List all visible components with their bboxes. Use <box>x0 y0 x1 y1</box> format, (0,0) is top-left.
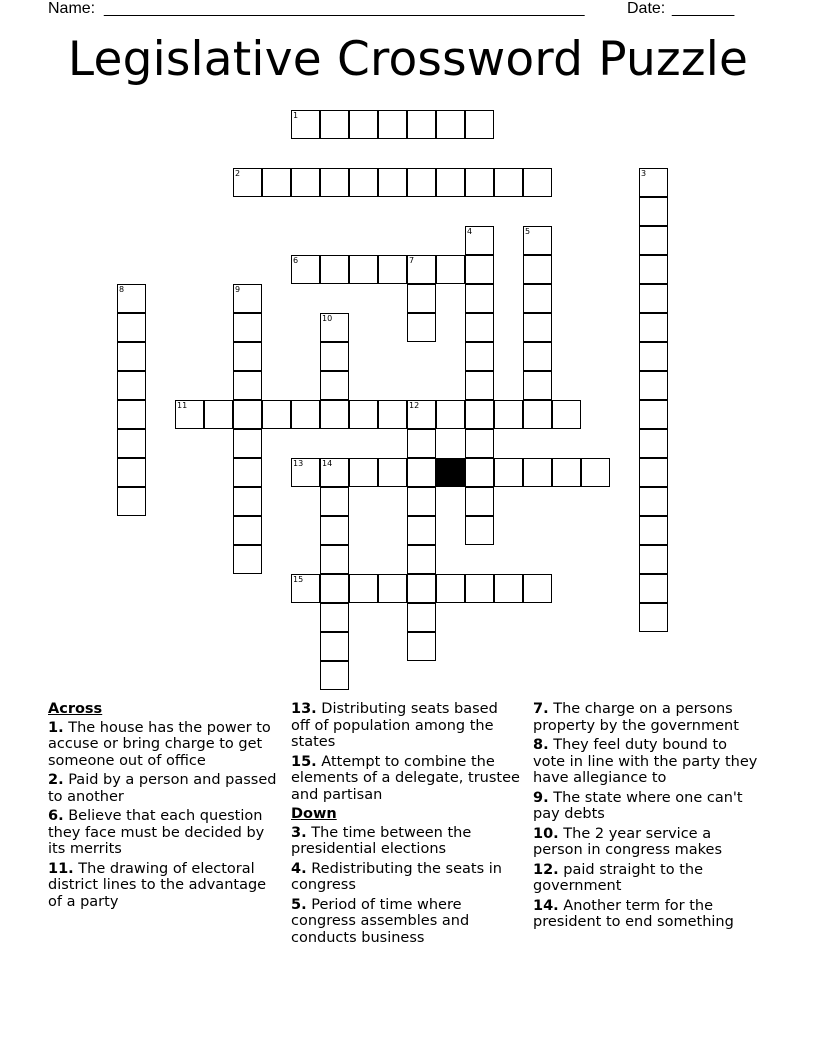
grid-cell[interactable] <box>407 516 436 545</box>
down-clue <box>533 701 763 734</box>
grid-cell[interactable] <box>523 313 552 342</box>
clue-number: 10 <box>322 314 333 323</box>
grid-cell[interactable] <box>523 458 552 487</box>
grid-cell[interactable] <box>523 168 552 197</box>
grid-cell[interactable] <box>639 487 668 516</box>
clue-text: Attempt to combine the elements of a delegate, trustee and partisan <box>291 753 520 803</box>
down-clue <box>291 861 521 894</box>
grid-cell[interactable] <box>407 429 436 458</box>
grid-cell[interactable] <box>465 110 494 139</box>
clue-number: 4 <box>467 227 473 236</box>
grid-cell[interactable] <box>233 168 262 197</box>
grid-cell[interactable] <box>523 574 552 603</box>
down-clue <box>533 790 763 823</box>
grid-cell[interactable] <box>407 284 436 313</box>
grid-cell[interactable] <box>407 545 436 574</box>
grid-cell[interactable] <box>320 313 349 342</box>
clue-number: 9 <box>235 285 241 294</box>
clue-text: Another term for the president to end something <box>533 897 734 930</box>
grid-cell[interactable] <box>233 313 262 342</box>
grid-cell[interactable] <box>233 545 262 574</box>
grid-cell[interactable] <box>117 342 146 371</box>
page-title: Legislative Crossword Puzzle <box>67 32 749 87</box>
grid-cell[interactable] <box>175 400 204 429</box>
clue-number-label: 5. <box>291 896 307 913</box>
clue-text: The time between the presidential elections <box>291 824 472 857</box>
clue-number-label: 14. <box>533 897 559 914</box>
grid-cell[interactable] <box>436 168 465 197</box>
clue-number-label: 15. <box>291 753 317 770</box>
grid-cell[interactable] <box>639 342 668 371</box>
grid-cell[interactable] <box>378 255 407 284</box>
grid-cell[interactable] <box>320 661 349 690</box>
across-clue <box>48 808 278 858</box>
grid-cell[interactable] <box>320 110 349 139</box>
grid-cell[interactable] <box>639 400 668 429</box>
clue-number: 12 <box>409 401 420 410</box>
clue-number-label: 4. <box>291 860 307 877</box>
grid-cell[interactable] <box>407 574 436 603</box>
clue-text: Period of time where congress assembles and conducts business <box>291 896 470 946</box>
grid-cell[interactable] <box>639 603 668 632</box>
clue-number: 3 <box>641 169 647 178</box>
grid-cell[interactable] <box>494 400 523 429</box>
grid-cell[interactable] <box>349 458 378 487</box>
grid-cell[interactable] <box>465 516 494 545</box>
grid-cell[interactable] <box>233 429 262 458</box>
grid-cell[interactable] <box>639 168 668 197</box>
grid-cell[interactable] <box>407 110 436 139</box>
grid-cell[interactable] <box>639 255 668 284</box>
grid-cell[interactable] <box>465 255 494 284</box>
clue-number-label: 8. <box>533 737 549 753</box>
grid-cell[interactable] <box>320 168 349 197</box>
grid-cell[interactable] <box>494 168 523 197</box>
clue-text: The state where one can't pay debts <box>533 789 743 822</box>
grid-cell[interactable] <box>320 574 349 603</box>
down-clue <box>533 737 763 787</box>
grid-cell[interactable] <box>233 342 262 371</box>
grid-cell[interactable] <box>320 255 349 284</box>
grid-cell[interactable] <box>465 313 494 342</box>
grid-cell[interactable] <box>378 574 407 603</box>
grid-cell[interactable] <box>465 487 494 516</box>
grid-cell[interactable] <box>320 632 349 661</box>
grid-cell[interactable] <box>262 168 291 197</box>
clue-text: Redistributing the seats in congress <box>291 860 502 893</box>
black-cell <box>436 458 465 487</box>
grid-cell[interactable] <box>465 168 494 197</box>
clue-number-label: 3. <box>291 824 307 841</box>
grid-cell[interactable] <box>465 371 494 400</box>
grid-cell[interactable] <box>523 342 552 371</box>
grid-cell[interactable] <box>117 371 146 400</box>
grid-cell[interactable] <box>465 226 494 255</box>
down-clue <box>291 825 521 858</box>
clue-number: 15 <box>293 575 304 584</box>
grid-cell[interactable] <box>436 400 465 429</box>
grid-cell[interactable] <box>117 458 146 487</box>
grid-cell[interactable] <box>291 168 320 197</box>
clues-column-3 <box>533 701 763 934</box>
clues-column-1 <box>48 701 278 913</box>
grid-cell[interactable] <box>407 168 436 197</box>
grid-cell[interactable] <box>407 400 436 429</box>
grid-cell[interactable] <box>639 458 668 487</box>
down-clue <box>291 897 521 947</box>
clue-number: 14 <box>322 459 333 468</box>
clue-number-label: 12. <box>533 861 559 878</box>
clue-text: The charge on a persons property by the government <box>533 701 739 734</box>
grid-cell[interactable] <box>639 574 668 603</box>
grid-cell[interactable] <box>639 516 668 545</box>
grid-cell[interactable] <box>465 342 494 371</box>
grid-cell[interactable] <box>320 516 349 545</box>
down-clue <box>533 898 763 931</box>
grid-cell[interactable] <box>639 429 668 458</box>
grid-cell[interactable] <box>349 255 378 284</box>
clue-text: They feel duty bound to vote in line with the party they have allegiance to <box>533 737 758 786</box>
clue-text: The house has the power to accuse or bring charge to get someone out of office <box>48 719 271 769</box>
grid-cell[interactable] <box>320 342 349 371</box>
grid-cell[interactable] <box>233 458 262 487</box>
clue-number: 1 <box>293 111 299 120</box>
grid-cell[interactable] <box>639 371 668 400</box>
grid-cell[interactable] <box>465 284 494 313</box>
grid-cell[interactable] <box>320 371 349 400</box>
grid-cell[interactable] <box>117 284 146 313</box>
grid-cell[interactable] <box>291 574 320 603</box>
date-label: Date: <box>627 0 666 17</box>
grid-cell[interactable] <box>349 168 378 197</box>
grid-cell[interactable] <box>320 603 349 632</box>
grid-cell[interactable] <box>552 458 581 487</box>
across-clue <box>291 701 521 751</box>
grid-cell[interactable] <box>233 516 262 545</box>
grid-cell[interactable] <box>407 487 436 516</box>
clue-number: 7 <box>409 256 415 265</box>
grid-cell[interactable] <box>494 458 523 487</box>
grid-cell[interactable] <box>639 545 668 574</box>
grid-cell[interactable] <box>639 313 668 342</box>
clues-column-2 <box>291 701 521 949</box>
down-clue <box>533 862 763 895</box>
grid-cell[interactable] <box>117 487 146 516</box>
grid-cell[interactable] <box>465 400 494 429</box>
grid-cell[interactable] <box>349 400 378 429</box>
grid-cell[interactable] <box>436 255 465 284</box>
grid-cell[interactable] <box>117 400 146 429</box>
clue-number-label: 1. <box>48 719 64 736</box>
grid-cell[interactable] <box>233 284 262 313</box>
clue-number: 8 <box>119 285 125 294</box>
grid-cell[interactable] <box>117 429 146 458</box>
clue-number-label: 11. <box>48 860 74 877</box>
grid-cell[interactable] <box>407 458 436 487</box>
grid-cell[interactable] <box>233 487 262 516</box>
grid-cell[interactable] <box>639 197 668 226</box>
clue-text: paid straight to the government <box>533 861 703 894</box>
clue-number-label: 13. <box>291 701 317 717</box>
grid-cell[interactable] <box>523 284 552 313</box>
grid-cell[interactable] <box>639 226 668 255</box>
grid-cell[interactable] <box>233 400 262 429</box>
grid-cell[interactable] <box>349 574 378 603</box>
grid-cell[interactable] <box>378 400 407 429</box>
grid-cell[interactable] <box>407 313 436 342</box>
grid-cell[interactable] <box>581 458 610 487</box>
clue-text: Believe that each question they face must be decided by its merrits <box>48 808 265 857</box>
grid-cell[interactable] <box>407 603 436 632</box>
grid-cell[interactable] <box>407 632 436 661</box>
across-clue <box>48 861 278 911</box>
grid-cell[interactable] <box>378 168 407 197</box>
grid-cell[interactable] <box>204 400 233 429</box>
grid-cell[interactable] <box>523 255 552 284</box>
name-blank[interactable]: ______________________________________________________ <box>104 0 585 17</box>
grid-cell[interactable] <box>465 574 494 603</box>
name-label: Name: <box>48 0 96 17</box>
grid-cell[interactable] <box>436 574 465 603</box>
grid-cell[interactable] <box>291 400 320 429</box>
clue-number-label: 2. <box>48 772 64 788</box>
grid-cell[interactable] <box>436 110 465 139</box>
clue-number-label: 7. <box>533 701 549 717</box>
grid-cell[interactable] <box>523 400 552 429</box>
clue-number: 2 <box>235 169 241 178</box>
grid-cell[interactable] <box>349 110 378 139</box>
across-heading: Across <box>48 701 103 717</box>
clue-number: 5 <box>525 227 531 236</box>
down-clue <box>533 826 763 859</box>
clue-number: 11 <box>177 401 188 410</box>
grid-cell[interactable] <box>552 400 581 429</box>
clue-number-label: 6. <box>48 808 64 824</box>
grid-cell[interactable] <box>291 458 320 487</box>
clue-text: The drawing of electoral district lines to the advantage of a party <box>48 860 267 910</box>
clue-text: Distributing seats based off of population among the states <box>291 701 498 750</box>
clue-text: Paid by a person and passed to another <box>48 772 277 805</box>
grid-cell[interactable] <box>117 313 146 342</box>
across-clue <box>48 720 278 770</box>
grid-cell[interactable] <box>320 458 349 487</box>
clue-text: The 2 year service a person in congress makes <box>533 825 723 858</box>
grid-cell[interactable] <box>262 400 291 429</box>
grid-cell[interactable] <box>639 284 668 313</box>
clue-number-label: 9. <box>533 789 549 806</box>
grid-cell[interactable] <box>291 255 320 284</box>
clue-number: 6 <box>293 256 299 265</box>
grid-cell[interactable] <box>523 371 552 400</box>
grid-cell[interactable] <box>378 458 407 487</box>
grid-cell[interactable] <box>320 400 349 429</box>
grid-cell[interactable] <box>320 545 349 574</box>
grid-cell[interactable] <box>465 429 494 458</box>
grid-cell[interactable] <box>320 487 349 516</box>
grid-cell[interactable] <box>233 371 262 400</box>
clue-number: 13 <box>293 459 304 468</box>
grid-cell[interactable] <box>291 110 320 139</box>
date-blank[interactable]: _______ <box>672 0 735 17</box>
grid-cell[interactable] <box>494 574 523 603</box>
grid-cell[interactable] <box>407 255 436 284</box>
grid-cell[interactable] <box>465 458 494 487</box>
across-clue <box>291 754 521 804</box>
down-heading: Down <box>291 806 337 822</box>
grid-cell[interactable] <box>523 226 552 255</box>
grid-cell[interactable] <box>378 110 407 139</box>
across-clue <box>48 772 278 805</box>
clue-number-label: 10. <box>533 825 559 842</box>
